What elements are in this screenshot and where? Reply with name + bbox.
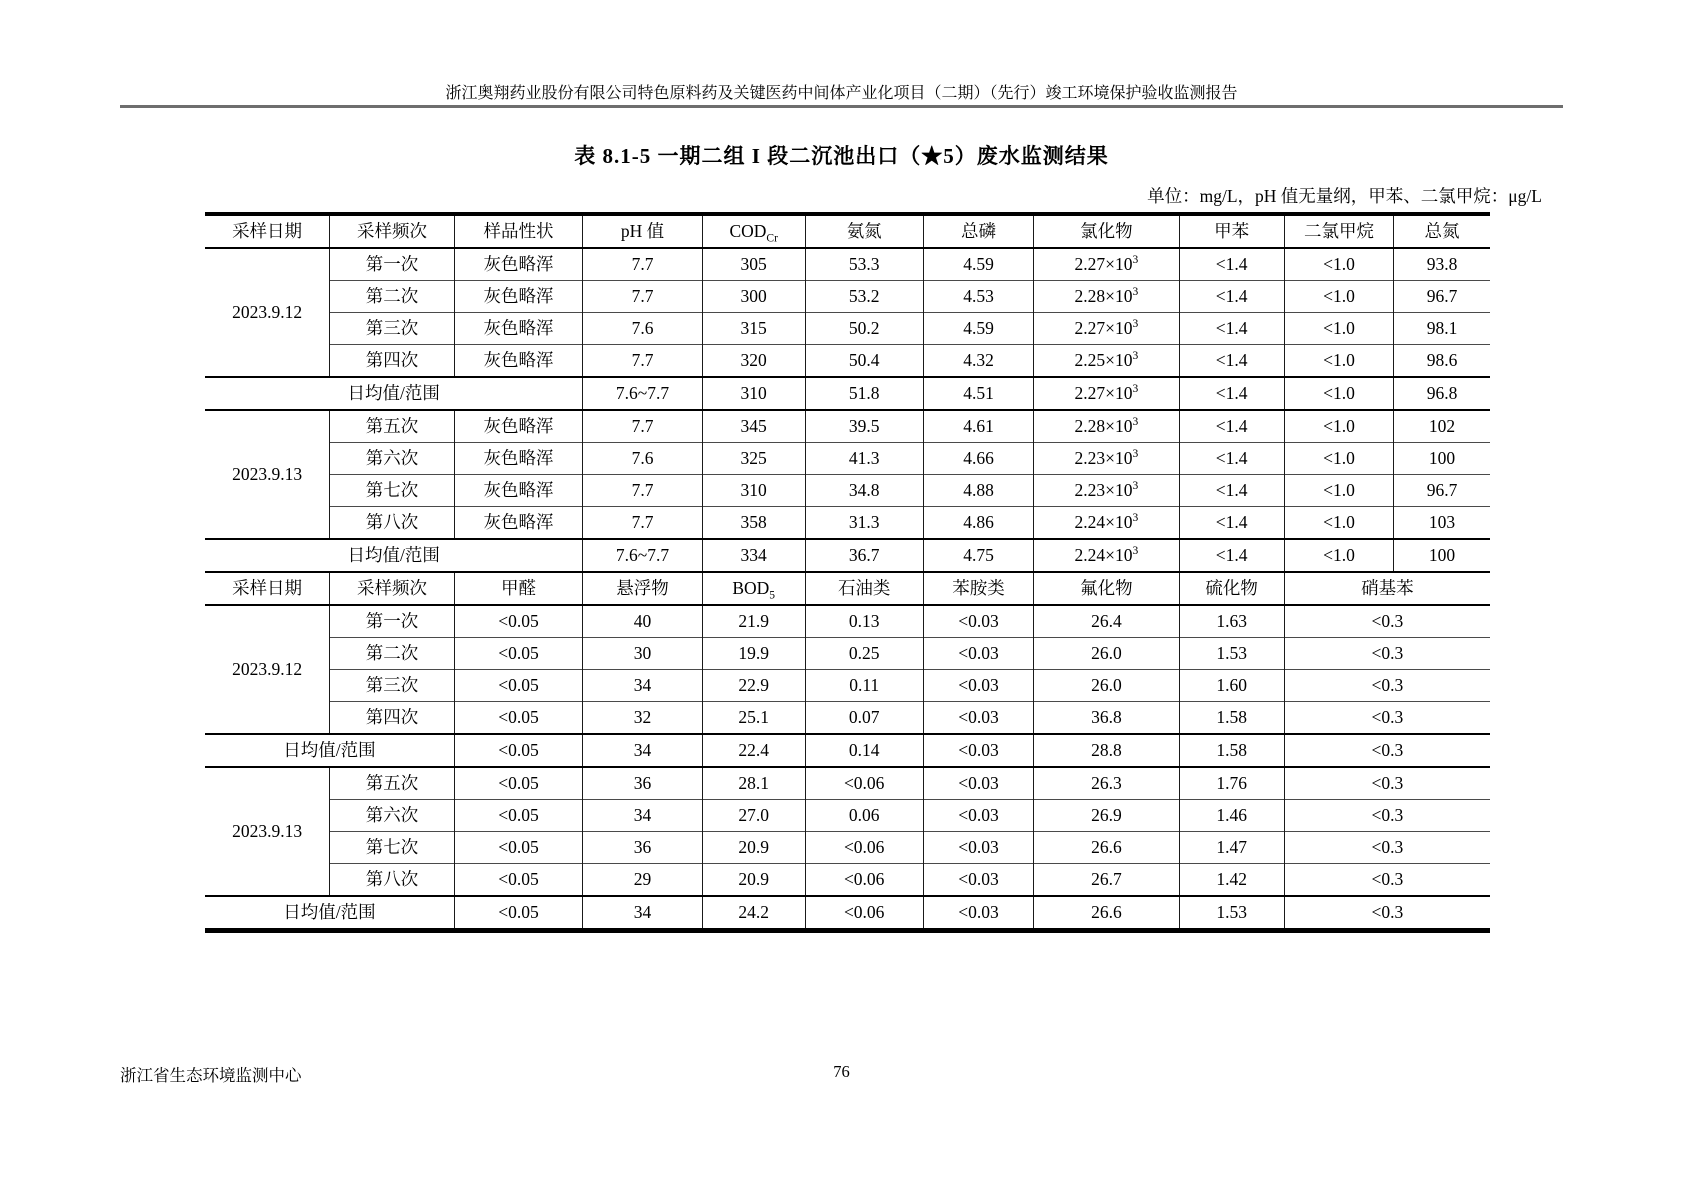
value-cell: 7.7 <box>583 345 703 378</box>
value-cell: <0.05 <box>454 638 583 670</box>
sample-row <box>205 605 1490 638</box>
value-cell: 34.8 <box>805 475 923 507</box>
sampling-frequency-cell: 第二次 <box>330 638 455 670</box>
column-header: 采样频次 <box>330 214 455 248</box>
value-cell: <1.0 <box>1284 443 1393 475</box>
value-cell: 26.0 <box>1034 638 1179 670</box>
table-title: 表 8.1-5 一期二组 I 段二沉池出口（★5）废水监测结果 <box>574 144 1109 168</box>
value-cell: <0.3 <box>1284 767 1490 800</box>
value-cell: 1.53 <box>1179 896 1284 931</box>
footer-organization: 浙江省生态环境监测中心 <box>120 1066 302 1085</box>
value-cell: $2.27\times 10^3$ <box>1034 248 1179 281</box>
value-cell: <1.4 <box>1179 345 1284 378</box>
value-cell: 1.58 <box>1179 734 1284 767</box>
monitoring-results-table <box>205 212 1490 933</box>
value-cell: 305 <box>702 248 805 281</box>
value-cell: 1.60 <box>1179 670 1284 702</box>
sampling-date-cell: 2023.9.13 <box>232 821 303 842</box>
value-cell: 34 <box>583 670 703 702</box>
value-cell: 灰色略浑 <box>454 507 583 540</box>
value-cell: $2.24\times 10^3$ <box>1034 507 1179 540</box>
value-cell: 20.9 <box>702 864 805 897</box>
value-cell: <0.05 <box>454 800 583 832</box>
value-cell: $2.27\times 10^3$ <box>1034 377 1179 410</box>
value-cell: 1.58 <box>1179 702 1284 735</box>
value-cell: 100 <box>1394 443 1490 475</box>
value-cell: 310 <box>702 377 805 410</box>
value-cell: $2.24\times 10^3$ <box>1034 539 1179 572</box>
value-cell: 345 <box>702 410 805 443</box>
value-cell: 7.6~7.7 <box>583 377 703 410</box>
value-cell: 4.59 <box>923 248 1034 281</box>
value-cell: <1.4 <box>1179 313 1284 345</box>
value-cell: <0.06 <box>805 832 923 864</box>
value-cell: 96.7 <box>1394 281 1490 313</box>
sample-row <box>205 281 1490 313</box>
sampling-frequency-cell: 第三次 <box>330 313 455 345</box>
value-cell: 1.46 <box>1179 800 1284 832</box>
value-cell: <0.3 <box>1284 638 1490 670</box>
value-cell: 32 <box>583 702 703 735</box>
value-cell: 7.7 <box>583 410 703 443</box>
value-cell: 22.4 <box>702 734 805 767</box>
sample-row <box>205 475 1490 507</box>
daily-average-row <box>205 539 1490 572</box>
value-cell: 100 <box>1394 539 1490 572</box>
value-cell: 29 <box>583 864 703 897</box>
value-cell: <1.0 <box>1284 475 1393 507</box>
value-cell: 4.75 <box>923 539 1034 572</box>
value-cell: <0.03 <box>923 864 1034 897</box>
column-header: 悬浮物 <box>583 572 703 605</box>
column-header: 硫化物 <box>1179 572 1284 605</box>
value-cell: 93.8 <box>1394 248 1490 281</box>
column-header: 氨氮 <box>805 214 923 248</box>
value-cell: <0.3 <box>1284 605 1490 638</box>
value-cell: <0.05 <box>454 896 583 931</box>
value-cell: <0.03 <box>923 800 1034 832</box>
value-cell: <1.4 <box>1179 281 1284 313</box>
value-cell: <0.06 <box>805 864 923 897</box>
column-header: 采样频次 <box>330 572 455 605</box>
value-cell: <1.4 <box>1179 475 1284 507</box>
column-header: 总氮 <box>1394 214 1490 248</box>
value-cell: <1.4 <box>1179 539 1284 572</box>
row-label: 日均值/范围 <box>347 545 440 566</box>
sampling-frequency-cell: 第六次 <box>330 443 455 475</box>
value-cell: <0.05 <box>454 832 583 864</box>
value-cell: <1.4 <box>1179 377 1284 410</box>
value-cell: 98.1 <box>1394 313 1490 345</box>
value-cell: 39.5 <box>805 410 923 443</box>
sample-row <box>205 767 1490 800</box>
value-cell: 4.32 <box>923 345 1034 378</box>
value-cell: 4.88 <box>923 475 1034 507</box>
value-cell: <0.03 <box>923 767 1034 800</box>
sample-row <box>205 638 1490 670</box>
sampling-frequency-cell: 第八次 <box>330 864 455 897</box>
sampling-date-cell: 2023.9.13 <box>232 464 303 485</box>
value-cell: 灰色略浑 <box>454 410 583 443</box>
value-cell: 28.8 <box>1034 734 1179 767</box>
value-cell: 325 <box>702 443 805 475</box>
value-cell: <1.4 <box>1179 248 1284 281</box>
value-cell: 34 <box>583 896 703 931</box>
value-cell: 358 <box>702 507 805 540</box>
value-cell: 26.0 <box>1034 670 1179 702</box>
value-cell: 21.9 <box>702 605 805 638</box>
value-cell: 22.9 <box>702 670 805 702</box>
sampling-frequency-cell: 第四次 <box>330 345 455 378</box>
value-cell: 36 <box>583 767 703 800</box>
value-cell: 0.25 <box>805 638 923 670</box>
value-cell: 4.53 <box>923 281 1034 313</box>
column-header: 采样日期 <box>232 221 303 242</box>
value-cell: 102 <box>1394 410 1490 443</box>
row-label: 日均值/范围 <box>283 902 376 923</box>
sampling-frequency-cell: 第一次 <box>330 605 455 638</box>
value-cell: 26.6 <box>1034 832 1179 864</box>
column-header: 二氯甲烷 <box>1284 214 1393 248</box>
value-cell: <0.05 <box>454 767 583 800</box>
column-header: 氟化物 <box>1034 572 1179 605</box>
row-label: 日均值/范围 <box>283 740 376 761</box>
value-cell: 31.3 <box>805 507 923 540</box>
value-cell: 7.6 <box>583 313 703 345</box>
value-cell: <0.3 <box>1284 800 1490 832</box>
value-cell: 4.51 <box>923 377 1034 410</box>
value-cell: 0.14 <box>805 734 923 767</box>
value-cell: 34 <box>583 734 703 767</box>
value-cell: <1.0 <box>1284 345 1393 378</box>
value-cell: <1.4 <box>1179 507 1284 540</box>
value-cell: 7.6~7.7 <box>583 539 703 572</box>
value-cell: <0.06 <box>805 767 923 800</box>
value-cell: <0.03 <box>923 605 1034 638</box>
value-cell: 1.63 <box>1179 605 1284 638</box>
value-cell: <0.03 <box>923 638 1034 670</box>
value-cell: 灰色略浑 <box>454 475 583 507</box>
value-cell: 28.1 <box>702 767 805 800</box>
column-header: 总磷 <box>923 214 1034 248</box>
value-cell: <1.4 <box>1179 443 1284 475</box>
sampling-date-cell: 2023.9.12 <box>232 659 303 680</box>
value-cell: 26.9 <box>1034 800 1179 832</box>
value-cell: 53.3 <box>805 248 923 281</box>
sample-row <box>205 443 1490 475</box>
sample-row <box>205 832 1490 864</box>
sample-row <box>205 410 1490 443</box>
value-cell: 36.8 <box>1034 702 1179 735</box>
sampling-frequency-cell: 第七次 <box>330 832 455 864</box>
value-cell: 315 <box>702 313 805 345</box>
value-cell: 1.42 <box>1179 864 1284 897</box>
value-cell: 26.6 <box>1034 896 1179 931</box>
column-header: $BOD_5$ <box>702 572 805 605</box>
value-cell: 0.13 <box>805 605 923 638</box>
value-cell: $2.28\times 10^3$ <box>1034 281 1179 313</box>
value-cell: 4.61 <box>923 410 1034 443</box>
sampling-frequency-cell: 第五次 <box>330 767 455 800</box>
value-cell: 27.0 <box>702 800 805 832</box>
value-cell: 36.7 <box>805 539 923 572</box>
sampling-frequency-cell: 第一次 <box>330 248 455 281</box>
column-header: 甲醛 <box>454 572 583 605</box>
value-cell: 53.2 <box>805 281 923 313</box>
sampling-frequency-cell: 第七次 <box>330 475 455 507</box>
sample-row <box>205 800 1490 832</box>
column-header: 样品性状 <box>454 214 583 248</box>
value-cell: 103 <box>1394 507 1490 540</box>
sample-row <box>205 345 1490 378</box>
header-row <box>205 214 1490 248</box>
footer-page-number: 76 <box>833 1062 850 1081</box>
column-header: 甲苯 <box>1179 214 1284 248</box>
page-header-report-title: 浙江奥翔药业股份有限公司特色原料药及关键医药中间体产业化项目（二期）（先行）竣工环境保护验收监测报告 <box>445 85 1238 102</box>
value-cell: 40 <box>583 605 703 638</box>
value-cell: 1.47 <box>1179 832 1284 864</box>
sample-row <box>205 507 1490 540</box>
value-cell: <0.05 <box>454 734 583 767</box>
value-cell: 26.3 <box>1034 767 1179 800</box>
value-cell: 320 <box>702 345 805 378</box>
value-cell: 灰色略浑 <box>454 313 583 345</box>
value-cell: 50.4 <box>805 345 923 378</box>
value-cell: 310 <box>702 475 805 507</box>
sampling-frequency-cell: 第四次 <box>330 702 455 735</box>
header-divider-rule <box>120 105 1563 108</box>
value-cell: 25.1 <box>702 702 805 735</box>
value-cell: <1.0 <box>1284 281 1393 313</box>
value-cell: 96.7 <box>1394 475 1490 507</box>
column-header: 石油类 <box>805 572 923 605</box>
value-cell: 30 <box>583 638 703 670</box>
value-cell: 7.7 <box>583 248 703 281</box>
value-cell: 7.7 <box>583 507 703 540</box>
column-header: 硝基苯 <box>1284 572 1490 605</box>
value-cell: <1.0 <box>1284 507 1393 540</box>
value-cell: <1.0 <box>1284 539 1393 572</box>
value-cell: 26.4 <box>1034 605 1179 638</box>
value-cell: 98.6 <box>1394 345 1490 378</box>
value-cell: 41.3 <box>805 443 923 475</box>
daily-average-row <box>205 377 1490 410</box>
value-cell: $2.23\times 10^3$ <box>1034 475 1179 507</box>
row-label: 日均值/范围 <box>347 383 440 404</box>
value-cell: 4.86 <box>923 507 1034 540</box>
value-cell: <0.3 <box>1284 864 1490 897</box>
value-cell: 19.9 <box>702 638 805 670</box>
value-cell: <0.03 <box>923 734 1034 767</box>
column-header: pH 值 <box>583 214 703 248</box>
value-cell: <0.05 <box>454 864 583 897</box>
sample-row <box>205 702 1490 735</box>
value-cell: 24.2 <box>702 896 805 931</box>
value-cell: 36 <box>583 832 703 864</box>
value-cell: <1.4 <box>1179 410 1284 443</box>
sampling-frequency-cell: 第三次 <box>330 670 455 702</box>
sampling-frequency-cell: 第二次 <box>330 281 455 313</box>
daily-average-row <box>205 734 1490 767</box>
value-cell: <0.3 <box>1284 734 1490 767</box>
value-cell: 51.8 <box>805 377 923 410</box>
sampling-frequency-cell: 第六次 <box>330 800 455 832</box>
value-cell: <0.05 <box>454 702 583 735</box>
value-cell: 灰色略浑 <box>454 345 583 378</box>
column-header: 氯化物 <box>1034 214 1179 248</box>
value-cell: 50.2 <box>805 313 923 345</box>
sampling-date-cell: 2023.9.12 <box>232 302 303 323</box>
value-cell: 0.06 <box>805 800 923 832</box>
value-cell: $2.25\times 10^3$ <box>1034 345 1179 378</box>
value-cell: <0.03 <box>923 702 1034 735</box>
value-cell: <0.3 <box>1284 832 1490 864</box>
value-cell: <0.3 <box>1284 670 1490 702</box>
value-cell: 7.7 <box>583 475 703 507</box>
sample-row <box>205 864 1490 897</box>
value-cell: <0.05 <box>454 605 583 638</box>
sampling-frequency-cell: 第八次 <box>330 507 455 540</box>
value-cell: <1.0 <box>1284 410 1393 443</box>
value-cell: 4.66 <box>923 443 1034 475</box>
value-cell: 1.76 <box>1179 767 1284 800</box>
value-cell: 0.07 <box>805 702 923 735</box>
value-cell: 300 <box>702 281 805 313</box>
column-header: 采样日期 <box>232 578 303 599</box>
value-cell: 334 <box>702 539 805 572</box>
sampling-frequency-cell: 第五次 <box>330 410 455 443</box>
value-cell: 灰色略浑 <box>454 443 583 475</box>
daily-average-row <box>205 896 1490 931</box>
value-cell: 0.11 <box>805 670 923 702</box>
value-cell: 20.9 <box>702 832 805 864</box>
value-cell: $2.28\times 10^3$ <box>1034 410 1179 443</box>
value-cell: 灰色略浑 <box>454 248 583 281</box>
value-cell: <1.0 <box>1284 313 1393 345</box>
value-cell: <1.0 <box>1284 248 1393 281</box>
value-cell: 7.6 <box>583 443 703 475</box>
value-cell: <0.03 <box>923 670 1034 702</box>
value-cell: $2.27\times 10^3$ <box>1034 313 1179 345</box>
sample-row <box>205 248 1490 281</box>
header-row <box>205 572 1490 605</box>
value-cell: <0.05 <box>454 670 583 702</box>
value-cell: <0.03 <box>923 896 1034 931</box>
unit-note: 单位：mg/L，pH 值无量纲，甲苯、二氯甲烷：μg/L <box>1147 186 1542 206</box>
value-cell: 灰色略浑 <box>454 281 583 313</box>
value-cell: 7.7 <box>583 281 703 313</box>
column-header: $COD_{Cr}$ <box>702 214 805 248</box>
value-cell: 4.59 <box>923 313 1034 345</box>
value-cell: 34 <box>583 800 703 832</box>
value-cell: 96.8 <box>1394 377 1490 410</box>
value-cell: $2.23\times 10^3$ <box>1034 443 1179 475</box>
value-cell: <0.06 <box>805 896 923 931</box>
sample-row <box>205 670 1490 702</box>
value-cell: <0.3 <box>1284 702 1490 735</box>
sample-row <box>205 313 1490 345</box>
value-cell: 1.53 <box>1179 638 1284 670</box>
value-cell: <0.03 <box>923 832 1034 864</box>
column-header: 苯胺类 <box>923 572 1034 605</box>
value-cell: 26.7 <box>1034 864 1179 897</box>
value-cell: <0.3 <box>1284 896 1490 931</box>
value-cell: <1.0 <box>1284 377 1393 410</box>
